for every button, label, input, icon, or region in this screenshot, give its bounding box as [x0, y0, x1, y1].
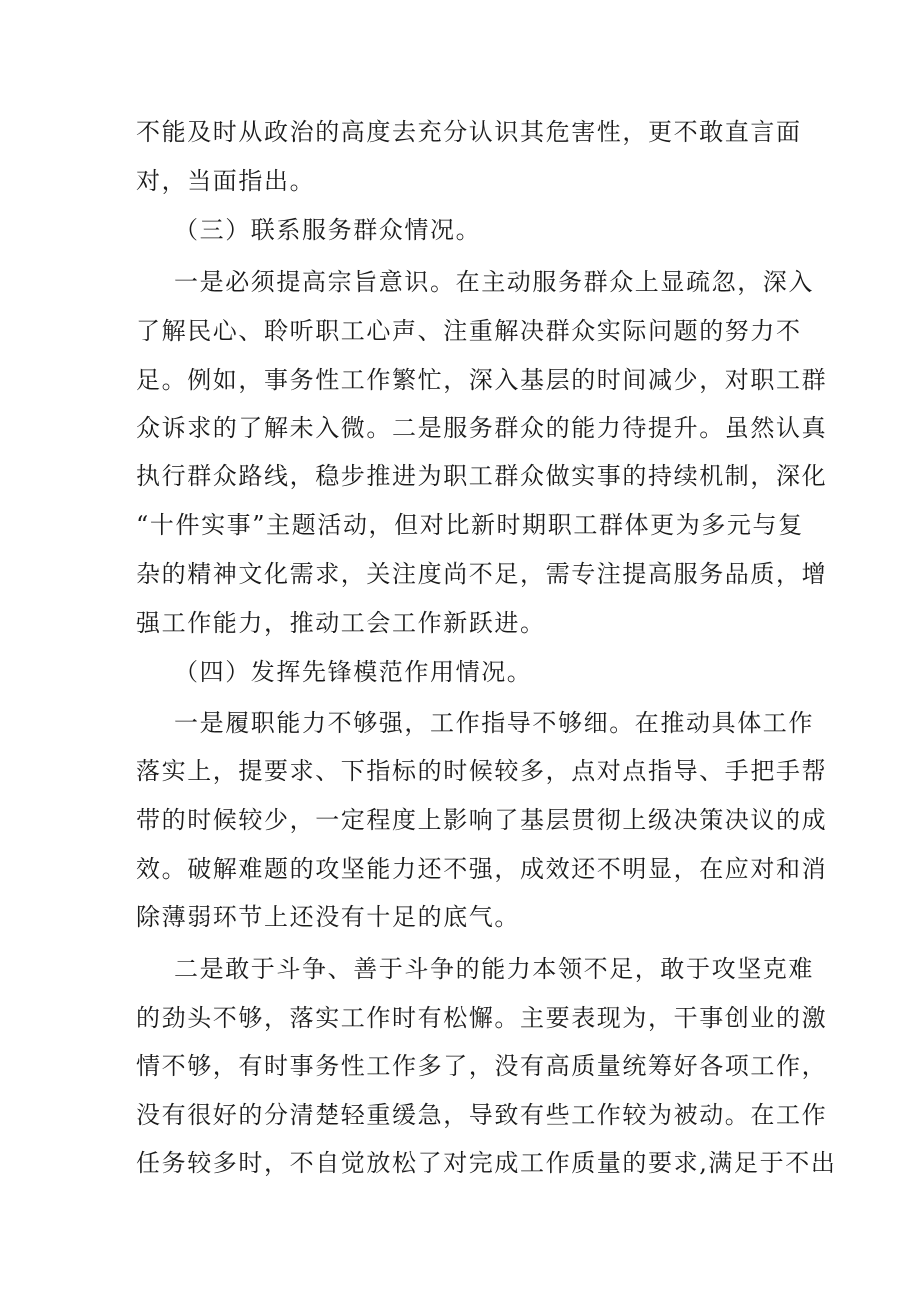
body-text-line: 除薄弱环节上还没有十足的底气。	[136, 903, 520, 931]
body-text-line: 没有很好的分清楚轻重缓急，导致有些工作较为被动。在工作	[136, 1101, 828, 1129]
body-text-line: “十件实事”主题活动，但对比新时期职工群体更为多元与复	[136, 511, 804, 539]
body-text-line: 了解民心、聆听职工心声、注重解决群众实际问题的努力不	[136, 317, 802, 345]
body-text-line: 带的时候较少，一定程度上影响了基层贯彻上级决策决议的成	[136, 806, 828, 834]
body-text-line: 足。例如，事务性工作繁忙，深入基层的时间减少，对职工群	[136, 366, 828, 394]
section-heading-3: （三）联系服务群众情况。	[174, 216, 482, 244]
body-text-line: 杂的精神文化需求，关注度尚不足，需专注提高服务品质，增	[136, 560, 828, 588]
body-text-line: 任务较多时，不自觉放松了对完成工作质量的要求,满足于不出	[136, 1149, 837, 1177]
body-text-line: 执行群众路线，稳步推进为职工群众做实事的持续机制，深化	[136, 462, 828, 490]
body-text-line: 情不够，有时事务性工作多了，没有高质量统筹好各项工作，	[136, 1052, 828, 1080]
paragraph-start-line: 二是敢于斗争、善于斗争的能力本领不足，敢于攻坚克难	[174, 955, 814, 983]
body-text-line: 不能及时从政治的高度去充分认识其危害性，更不敢直言面	[136, 118, 802, 146]
body-text-line: 效。破解难题的攻坚能力还不强，成效还不明显，在应对和消	[136, 855, 828, 883]
body-text-line: 强工作能力，推动工会工作新跃进。	[136, 609, 546, 637]
paragraph-start-line: 一是履职能力不够强，工作指导不够细。在推动具体工作	[174, 709, 814, 737]
body-text-line: 落实上，提要求、下指标的时候较多，点对点指导、手把手帮	[136, 757, 828, 785]
body-text-line: 的劲头不够，落实工作时有松懈。主要表现为，干事创业的激	[136, 1004, 828, 1032]
body-text-line: 对，当面指出。	[136, 167, 316, 195]
paragraph-start-line: 一是必须提高宗旨意识。在主动服务群众上显疏忽，深入	[174, 268, 814, 296]
body-text-line: 众诉求的了解未入微。二是服务群众的能力待提升。虽然认真	[136, 414, 828, 442]
section-heading-4: （四）发挥先锋模范作用情况。	[174, 658, 533, 686]
